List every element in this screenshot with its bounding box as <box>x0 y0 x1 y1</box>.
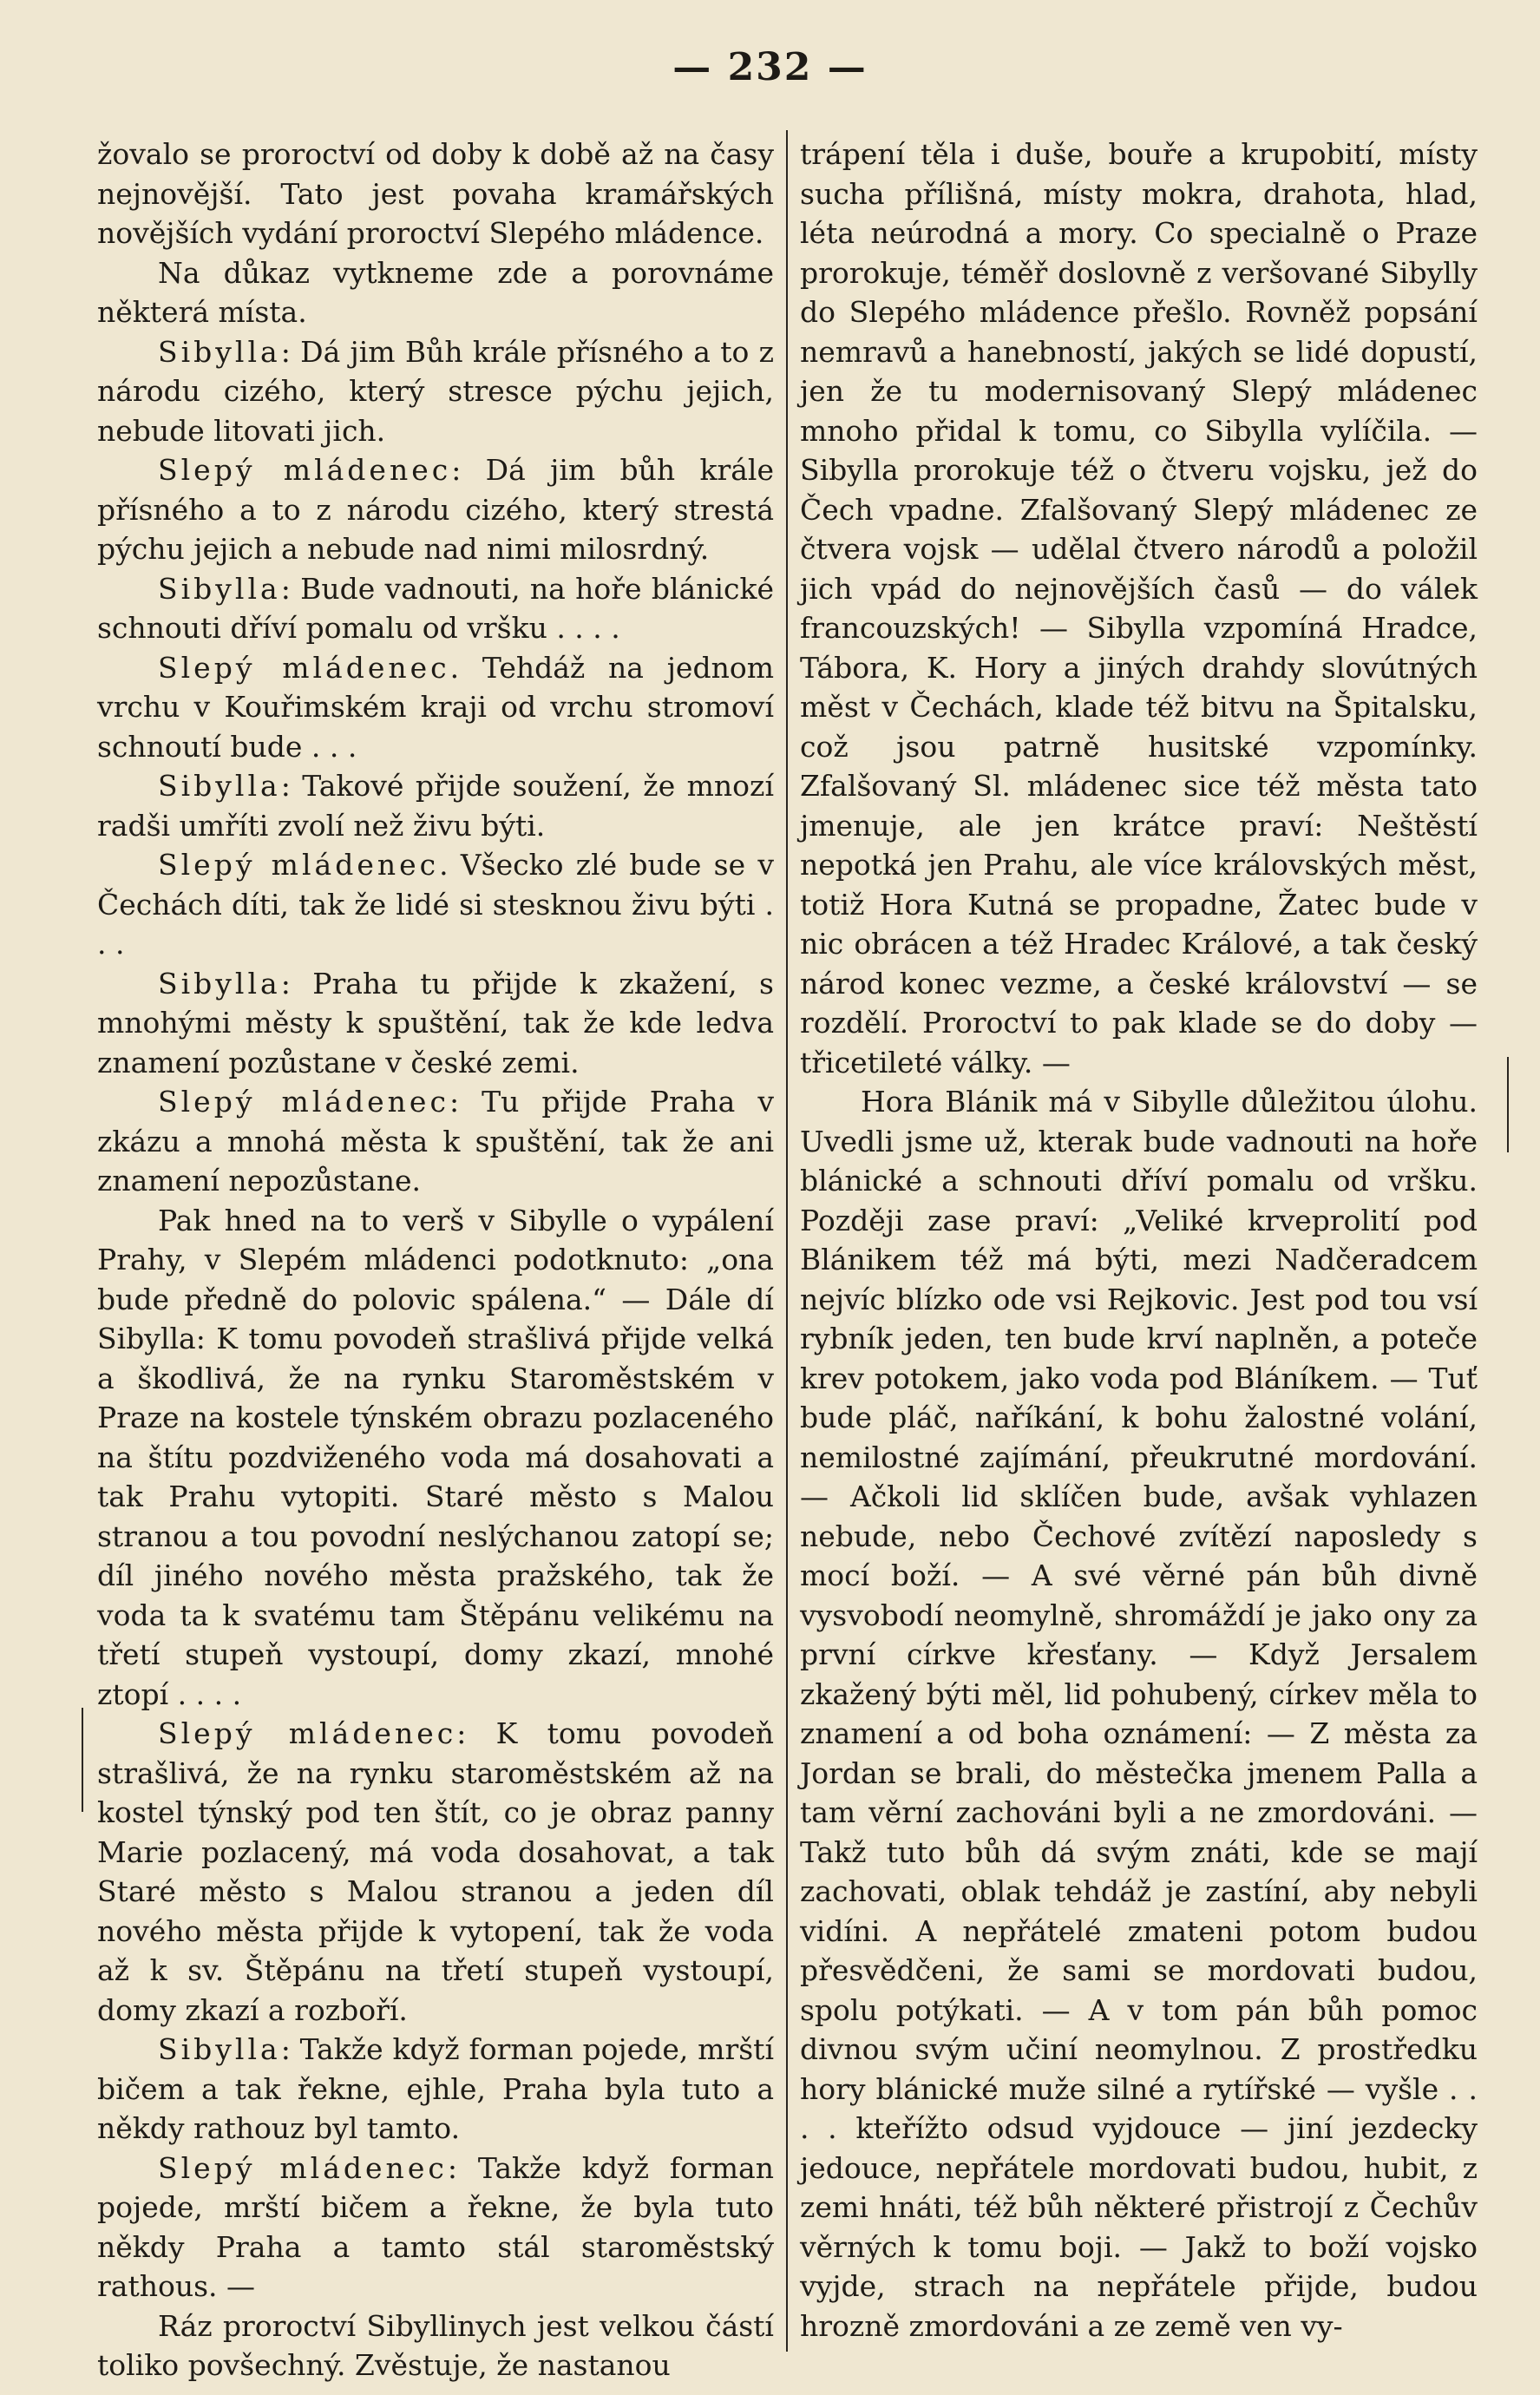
paragraph: Slepý mládenec. Všecko zlé bude se v Čechách díti, tak že lidé si stesknou živu býti . . . <box>97 848 774 961</box>
left-column <box>97 135 775 2382</box>
paragraph: Slepý mládenec: K tomu povodeň strašlivá, že na rynku staroměstském až na kostel týnský pod ten štít, co je obraz panny Marie pozlacený, má voda dosahovat, a tak Staré město s Malou stranou a jeden díl nového města přijde k vytopení, tak že voda až k sv. Štěpánu na třetí stupeň vystoupí, domy zkazí a rozboří. <box>97 1716 775 2027</box>
margin-mark <box>1507 1057 1509 1152</box>
paragraph: Na důkaz vytkneme zde a porovnáme některá místa. <box>97 255 774 329</box>
column-divider <box>786 130 788 2352</box>
paragraph: trápení těla i duše, bouře a krupobití, místy sucha přílišná, místy mokra, drahota, hlad, léta neúrodná a mory. Co specialně o Praze prorokuje, téměř doslovně z veršované Sibylly do Slepého mládence přešlo. Rovněž popsání nemravů a hanebností, jakých se lidé dopustí, jen že tu modernisovaný Slepý mládenec mnoho přidal k tomu, co Sibylla vylíčila. — Sibylla prorokuje též o čtveru vojsku, jež do Čech vpadne. Zfalšovaný Slepý mládenec ze čtvera vojsk — udělal čtvero národů a položil jich vpád do nejnovějších časů — do válek francouzských! — Sibylla vzpomíná Hradce, Tábora, K. Hory a jiných drahdy slovútných měst v Čechách, klade též bitvu na Špitalsku, což jsou patrně husitské vzpomínky. Zfalšovaný Sl. mládenec sice též města tato jmenuje, ale jen krátce praví: Neštěstí nepotká jen Prahu, ale více královských měst, totiž Hora Kutná se propadne, Žatec bude v nic obrácen a též Hradec Králové, a tak český národ konec vezme, a české království — se rozdělí. Proroctví to pak klade se do doby — třicetileté války. — <box>800 137 1478 1079</box>
paragraph: Sibylla: Bude vadnouti, na hoře blánické schnouti dříví pomalu od vršku . . . . <box>97 571 774 645</box>
paragraph: žovalo se proroctví od doby k době až na časy nejnovější. Tato jest povaha kramářských novějších vydání proroctví Slepého mládence. <box>97 137 774 250</box>
paragraph: Sibylla: Dá jim Bůh krále přísného a to z národu cizého, který stresce pýchu jejich, nebude litovati jich. <box>97 334 774 448</box>
right-column <box>800 135 1478 2356</box>
paragraph: Pak hned na to verš v Sibylle o vypálení Prahy, v Slepém mládenci podotknuto: „ona bude předně do polovic spálena.“ — Dále dí Sibylla: K tomu povodeň strašlivá přijde velká a škodlivá, že na rynku Staroměstském v Praze na kostele týnském obrazu pozlaceného na štítu pozdviženého voda má dosahovati a tak Prahu vytopiti. Staré město s Malou stranou a tou povodní neslýchanou zatopí se; díl jiného nového města pražského, tak že voda ta k svatému tam Štěpánu velikému na třetí stupeň vystoupí, domy zkazí, mnohé ztopí . . . . <box>97 1203 774 1711</box>
paragraph: Slepý mládenec: Tu přijde Praha v zkázu a mnohá města k spuštění, tak že ani znamení nepozůstane. <box>97 1085 775 1198</box>
paragraph: Sibylla: Takže když forman pojede, mrští bičem a tak řekne, ejhle, Praha byla tuto a někdy rathouz byl tamto. <box>97 2032 774 2145</box>
paragraph: Sibylla: Praha tu přijde k zkažení, s mnohými městy k spuštění, tak že kde ledva znamení pozůstane v české zemi. <box>97 966 774 1079</box>
paragraph: Ráz proroctví Sibyllinych jest velkou částí toliko povšechný. Zvěstuje, že nastanou <box>97 2308 774 2382</box>
margin-mark <box>82 1708 83 1812</box>
paragraph: Sibylla: Takové přijde soužení, že mnozí radši umříti zvolí než živu býti. <box>97 769 774 843</box>
paragraph: Slepý mládenec. Tehdáž na jednom vrchu v Kouřimském kraji od vrchu stromoví schnoutí bude . . . <box>97 650 774 764</box>
paragraph: Slepý mládenec: Takže když forman pojede, mrští bičem a řekne, že byla tuto někdy Praha a tamto stál staroměstský rathous. — <box>97 2150 774 2303</box>
page-number: — 232 — <box>672 45 868 89</box>
paragraph: Slepý mládenec: Dá jim bůh krále přísného a to z národu cizého, který strestá pýchu jejich a nebude nad nimi milosrdný. <box>97 453 774 566</box>
paragraph: Hora Blánik má v Sibylle důležitou úlohu. Uvedli jsme už, kterak bude vadnouti na hoře blánické a schnouti dříví pomalu od vršku. Později zase praví: „Veliké krveprolití pod Blánikem též má býti, mezi Nadčeradcem nejvíc blízko ode vsi Rejkovic. Jest pod tou vsí rybník jeden, ten bude krví naplněn, a poteče krev potokem, jako voda pod Bláníkem. — Tuť bude pláč, naříkání, k bohu žalostné volání, nemilostné zajímání, přeukrutné mordování. — Ačkoli lid sklíčen bude, avšak vyhlazen nebude, nebo Čechové zvítězí naposledy s mocí boží. — A své věrné pán bůh divně vysvobodí neomylně, shromáždí je jako ony za první církve křesťany. — Když Jersalem zkažený býti měl, lid pohubený, církev měla to znamení a od boha oznámení: — Z města za Jordan se brali, do městečka jmenem Palla a tam věrní zachováni byli a ne zmordováni. — Takž tuto bůh dá svým znáti, kde se mají zachovati, oblak tehdáž je zastíní, aby nebyli vidíni. A nepřátelé zmateni potom budou přesvědčeni, že sami se mordovati budou, spolu potýkati. — A v tom pán bůh pomoc divnou svým učiní neomylnou. Z prostředku hory blánické muže silné a rytířské — vyšle . . . . kteřížto odsud vyjdouce — jiní jezdecky jedouce, nepřátele mordovati budou, hubit, z zemi hnáti, též bůh některé přistrojí z Čechův věrných k tomu boji. — Jakž to boží vojsko vyjde, strach na nepřátele přijde, budou hrozně zmordováni a ze země ven vy- <box>800 1085 1478 2343</box>
